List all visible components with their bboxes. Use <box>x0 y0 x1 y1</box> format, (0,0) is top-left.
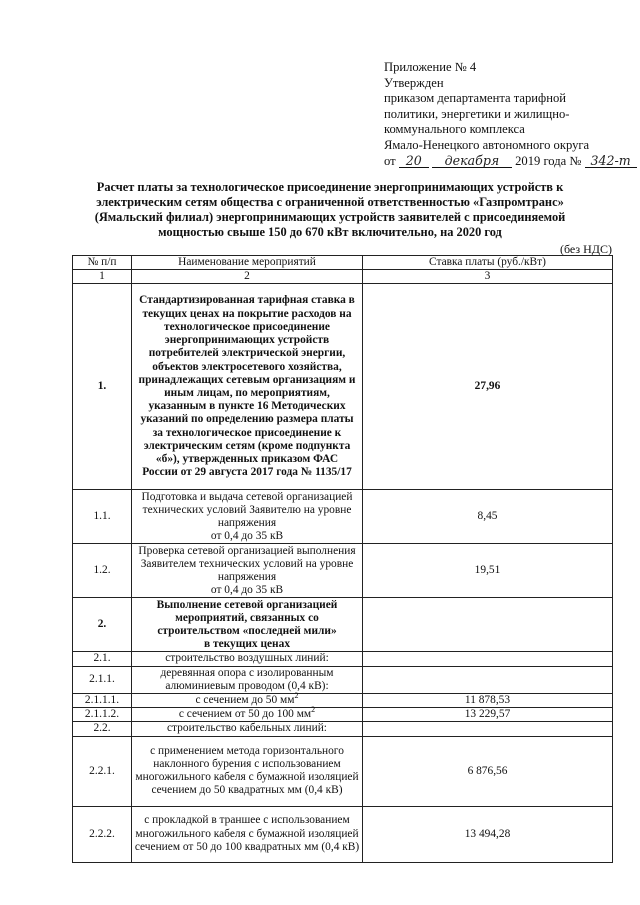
row-rate: 13 494,28 <box>363 806 613 862</box>
row-activity <box>132 691 363 708</box>
handwritten-month: декабря <box>432 154 512 168</box>
row-rate: 13 229,57 <box>363 708 613 722</box>
table-row <box>73 666 613 693</box>
row-activity <box>132 490 363 544</box>
table-row <box>73 284 613 490</box>
row-number: 2.2.2. <box>73 806 132 862</box>
row-rate <box>363 722 613 736</box>
table-header-row <box>73 256 613 270</box>
approved-label: Утвержден <box>384 75 444 90</box>
header-num-2: 2 <box>132 270 363 284</box>
table-row <box>73 722 613 736</box>
header-number: № п/п <box>73 256 132 270</box>
approval-line: политики, энергетики и жилищно- <box>384 106 570 121</box>
header-num-1: 1 <box>73 270 132 284</box>
row-activity-text: с сечением до 50 мм <box>195 694 295 707</box>
row-rate: 11 878,53 <box>363 694 613 708</box>
row-activity: строительство воздушных линий: <box>132 652 363 666</box>
row-activity <box>132 705 363 722</box>
row-number: 1.2. <box>73 544 132 598</box>
row-activity-text: Выполнение сетевой организацией мероприятий, связанных со строительством «последней мили» <box>156 598 338 637</box>
approval-block <box>384 60 631 169</box>
table-row <box>73 806 613 862</box>
handwritten-order-number: 342-т <box>585 154 637 168</box>
date-year: 2019 года № <box>515 153 582 168</box>
header-num-3: 3 <box>363 270 613 284</box>
row-activity <box>132 598 363 652</box>
superscript: 2 <box>311 705 316 715</box>
row-number: 2.2.1. <box>73 736 132 806</box>
table-row <box>73 708 613 722</box>
row-activity: деревянная опора с изолированным алюминиевым проводом (0,4 кВ): <box>132 666 363 693</box>
order-date-line <box>384 152 631 170</box>
row-rate <box>363 666 613 693</box>
header-rate: Ставка платы (руб./кВт) <box>363 256 613 270</box>
row-number: 1. <box>73 284 132 490</box>
table-row <box>73 490 613 544</box>
rates-table <box>72 255 613 863</box>
row-rate: 27,96 <box>363 284 613 490</box>
row-activity-voltage: от 0,4 до 35 кВ <box>210 584 284 597</box>
row-rate: 6 876,56 <box>363 736 613 806</box>
table-row <box>73 652 613 666</box>
row-rate <box>363 652 613 666</box>
row-activity: с применением метода горизонтального наклонного бурения с использованием многожильного кабеля с бумажной изоляцией сечением до 50 квадратных мм (0,4 кВ) <box>132 736 363 806</box>
table-row <box>73 598 613 652</box>
row-number: 2.1.1. <box>73 666 132 693</box>
appendix-number: Приложение № 4 <box>384 60 477 74</box>
handwritten-day: 20 <box>399 154 429 168</box>
table-header-numbers <box>73 270 613 284</box>
document-title: Расчет платы за технологическое присоединение энергопринимающих устройств к электрическим сетям общества с ограниченной ответственностью «Газпромтранс» (Ямальский филиал) энергопринимающих устройств заявителей с присоединяемой мощностью свыше 150 до 670 кВт включительно, на 2020 год <box>94 180 566 239</box>
table-row <box>73 544 613 598</box>
superscript: 2 <box>294 691 299 701</box>
row-activity-suffix: в текущих ценах <box>203 638 291 651</box>
row-rate <box>363 598 613 652</box>
row-number: 2.1. <box>73 652 132 666</box>
row-activity: с прокладкой в траншее с использованием многожильного кабеля с бумажной изоляцией сечением от 50 до 100 квадратных мм (0,4 кВ) <box>132 806 363 862</box>
vat-note: (без НДС) <box>559 242 612 256</box>
row-rate: 8,45 <box>363 490 613 544</box>
row-number: 2.1.1.1. <box>73 694 132 708</box>
row-number: 2.1.1.2. <box>73 708 132 722</box>
row-number: 2.2. <box>73 722 132 736</box>
row-rate: 19,51 <box>363 544 613 598</box>
row-number: 1.1. <box>73 490 132 544</box>
approval-line: приказом департамента тарифной <box>384 91 566 106</box>
row-activity-text: с сечением от 50 до 100 мм <box>178 708 312 721</box>
row-activity: Стандартизированная тарифная ставка в текущих ценах на покрытие расходов на технологическое присоединение энергопринимающих устройств потребителей электрической энергии, объектов электросетевого хозяйства, принадлежащих сетевым организациям и иным лицам, по мероприятиям, указанным в пункте 16 Методических указаний по определению размера платы за технологическое присоединение к электрическим сетям (кроме подпункта «б»), утвержденных приказом ФАС России от 29 августа 2017 года № 1135/17 <box>132 284 363 490</box>
row-number: 2. <box>73 598 132 652</box>
row-activity <box>132 544 363 598</box>
approval-line: Ямало-Ненецкого автономного округа <box>384 137 590 152</box>
row-activity-voltage: от 0,4 до 35 кВ <box>210 530 284 543</box>
date-prefix: от <box>384 153 396 168</box>
approval-line: коммунального комплекса <box>384 122 525 137</box>
row-activity: строительство кабельных линий: <box>132 722 363 736</box>
row-activity-text: Подготовка и выдача сетевой организацией технических условий Заявителю на уровне напряжения <box>141 490 353 529</box>
header-activity: Наименование мероприятий <box>132 256 363 270</box>
row-activity-text: Проверка сетевой организацией выполнения Заявителем технических условий на уровне напряжения <box>138 544 356 583</box>
table-row <box>73 694 613 708</box>
table-row <box>73 736 613 806</box>
